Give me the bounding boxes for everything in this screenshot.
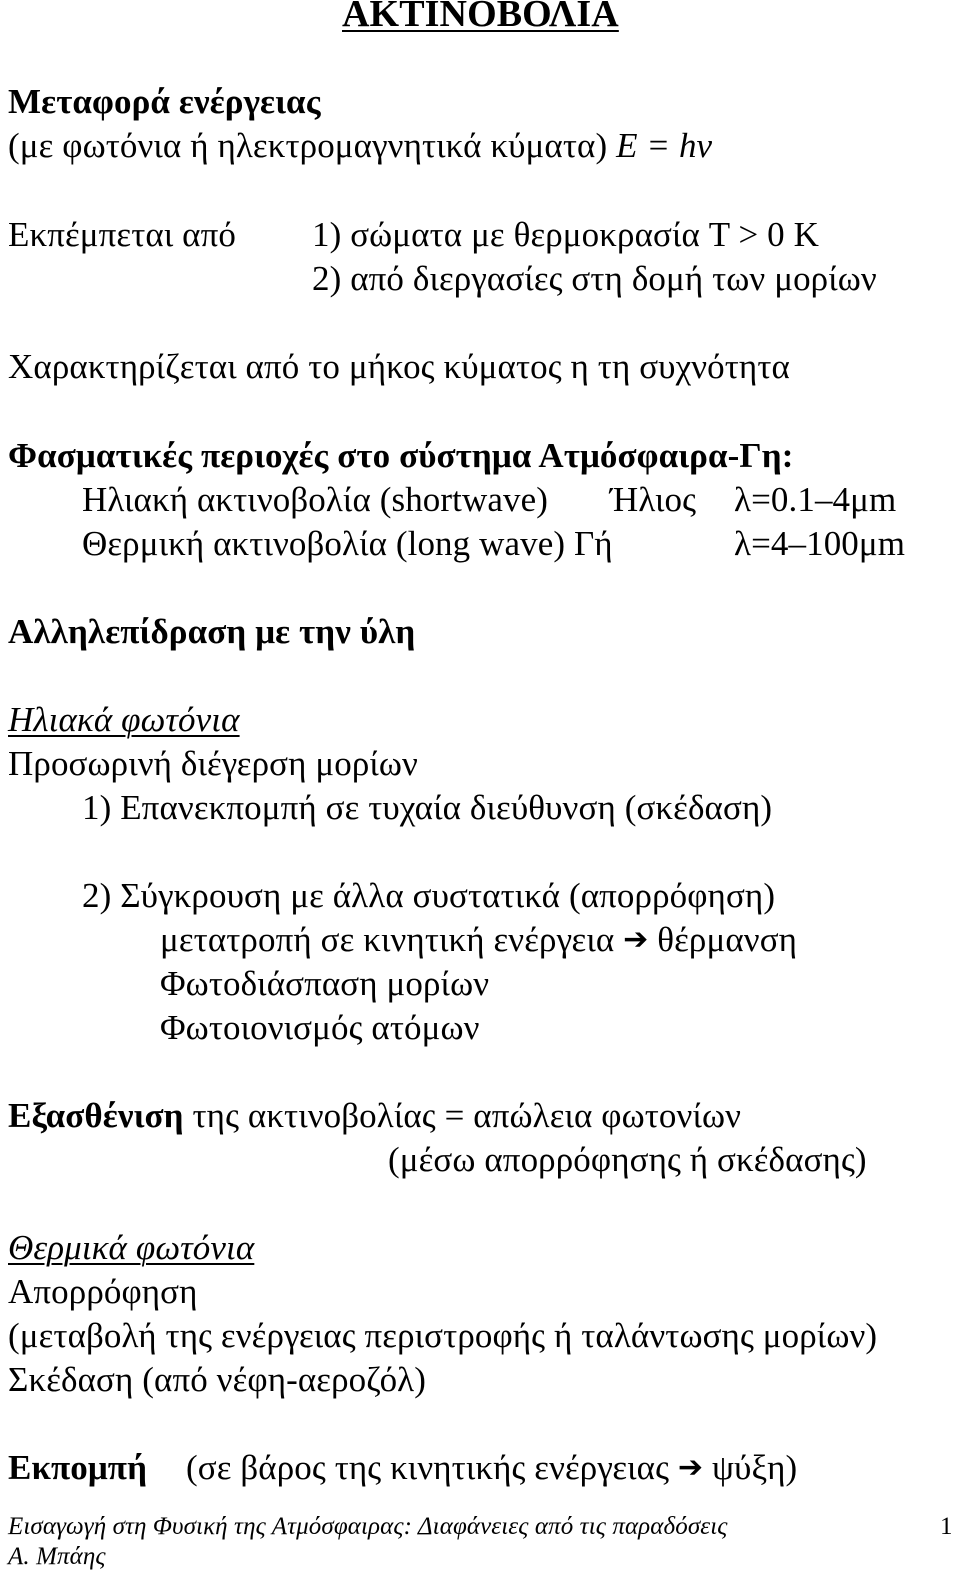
conversion-to-kinetic-energy [160,920,797,960]
arrow-right-icon: ➔ [677,1451,704,1484]
photodissociation-text: Φωτοδιάσπαση μορίων [160,964,490,1003]
matter-interaction-heading: Αλληλεπίδραση με την ύλη [8,612,416,651]
spectral-regions-heading: Φασματικές περιοχές στο σύστημα Ατμόσφαιρα-Γη: [8,436,794,475]
scattering-item: 1) Επανεκπομπή σε τυχαία διεύθυνση (σκέδαση) [82,788,773,827]
emitted-by-item-1: 1) σώματα με θερμοκρασία T > 0 K [312,215,819,254]
heating-text: θέρμανση [648,920,798,959]
emission-term: Εκπομπή [8,1448,148,1487]
energy-transfer-description [8,126,712,166]
page-title: ΑΚΤΙΝΟΒΟΛΙΑ [342,0,619,35]
emitted-by-label: Εκπέμπεται από [8,215,236,254]
emitted-by-item-2: 2) από διεργασίες στη δομή των μορίων [312,259,877,298]
characterized-by-text: Χαρακτηρίζεται από το μήκος κύματος η τη συχνότητα [8,347,790,386]
solar-radiation-label: Ηλιακή ακτινοβολία (shortwave) [82,480,548,519]
page-number: 1 [940,1513,953,1540]
rotation-vibration-text: (μεταβολή της ενέργειας περιστροφής ή ταλάντωσης μορίων) [8,1316,878,1355]
thermal-radiation-label: Θερμική ακτινοβολία (long wave) Γή [82,524,613,563]
absorption-text: Απορρόφηση [8,1272,198,1311]
arrow-right-icon: ➔ [623,923,649,956]
footer-author: Α. Μπάης [8,1543,106,1570]
cloud-aerosol-scattering-text: Σκέδαση (από νέφη-αεροζόλ) [8,1360,427,1399]
solar-photons-subheading: Ηλιακά φωτόνια [8,700,240,739]
attenuation-line [8,1096,741,1136]
temporary-excitation-text: Προσωρινή διέγερση μορίων [8,744,418,783]
attenuation-definition: της ακτινοβολίας = απώλεια φωτονίων [183,1096,742,1135]
solar-source: Ήλιος [610,480,697,519]
attenuation-term: Εξασθένιση [8,1096,184,1135]
energy-formula: E = hν [616,126,713,165]
absorption-item: 2) Σύγκρουση με άλλα συστατικά (απορρόφηση) [82,876,776,915]
footer-course-title: Εισαγωγή στη Φυσική της Ατμόσφαιρας: Διαφάνειες από τις παραδόσεις [8,1513,728,1540]
conversion-text: μετατροπή σε κινητική ενέργεια [160,920,624,959]
solar-wavelength-range: λ=0.1–4μm [734,480,897,519]
thermal-wavelength-range: λ=4–100μm [734,524,906,563]
emission-text: (σε βάρος της κινητικής ενέργειας [186,1448,678,1487]
attenuation-cause: (μέσω απορρόφησης ή σκέδασης) [388,1140,867,1179]
emission-description [186,1448,797,1488]
energy-transfer-heading: Μεταφορά ενέργειας [8,82,321,121]
cooling-text: ψύξη) [703,1448,798,1487]
photon-text: (με φωτόνια ή ηλεκτρομαγνητικά κύματα) [8,126,617,165]
photoionization-text: Φωτοιονισμός ατόμων [160,1008,480,1047]
thermal-photons-subheading: Θερμικά φωτόνια [8,1228,255,1267]
